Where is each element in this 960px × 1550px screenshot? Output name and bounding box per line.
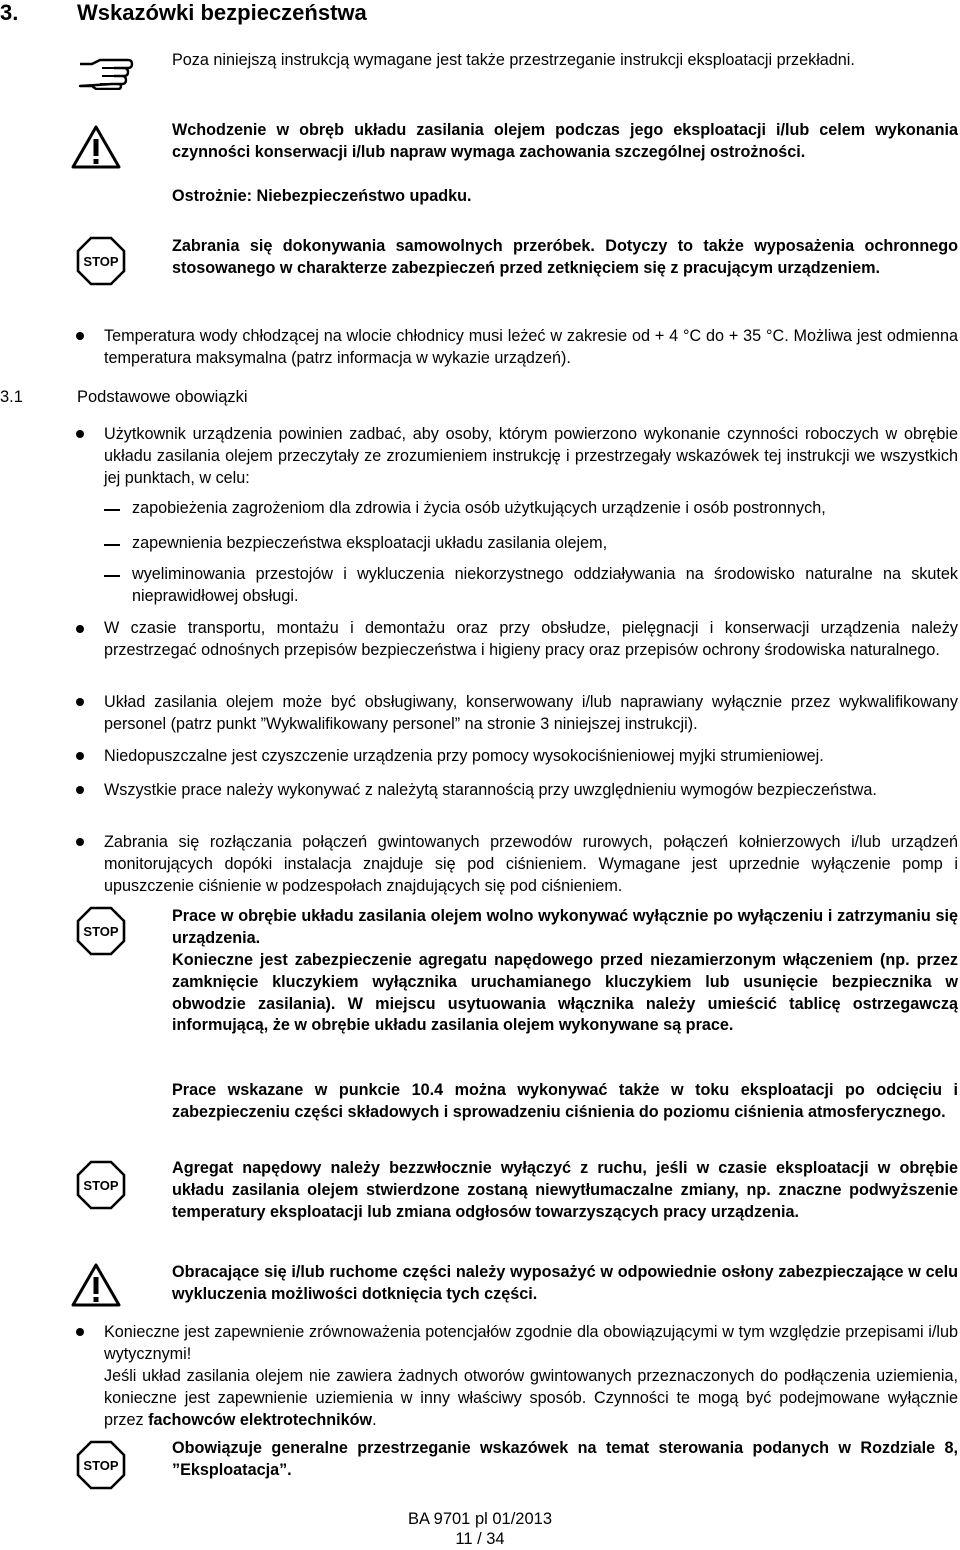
chapter-title: Wskazówki bezpieczeństwa	[77, 0, 367, 25]
grounding-text: Jeśli układ zasilania olejem nie zawiera żadnych otworów gwintowanych przeznaczonych do podłączenia uziemienia, konieczne jest zapewnienie uziemienia w inny właściwy sposób. Czynności te mogą być podejmowane wyłącznie przez fachowców elektrotechników.	[104, 1367, 958, 1429]
bullet-dot	[76, 838, 84, 846]
note-text: Poza niniejszą instrukcją wymagane jest także przestrzeganie instrukcji eksploatacji przekładni.	[172, 51, 855, 69]
warning-triangle-icon	[70, 124, 122, 170]
warning-fall-text: Ostrożnie: Niebezpieczeństwo upadku.	[172, 187, 472, 205]
bullet-dot	[76, 752, 84, 760]
warning-text: Wchodzenie w obręb układu zasilania olejem podczas jego eksploatacji i/lub celem wykonania czynności konserwacji i/lub napraw wymaga zachowania szczególnej ostrożności.	[172, 121, 958, 161]
pointing-hand-icon	[78, 58, 134, 90]
page-number: 11 / 34	[455, 1530, 505, 1548]
stop-sign-icon	[76, 1440, 126, 1490]
bullet-dot	[76, 786, 84, 794]
dash-marker	[104, 509, 120, 511]
document-id: BA 9701 pl 01/2013	[407, 1510, 553, 1528]
stop-sign-icon	[76, 1160, 126, 1210]
warning-triangle-icon	[70, 1262, 122, 1308]
stop-shutdown-text: Prace w obrębie układu zasilania olejem wolno wykonywać wyłącznie po wyłączeniu i zatrzymaniu się urządzenia.	[172, 907, 958, 947]
stop-sign-icon	[76, 906, 126, 956]
dash-item: zapewnienia bezpieczeństwa eksploatacji układu zasilania olejem,	[132, 534, 608, 552]
equipotential-text: Konieczne jest zapewnienie zrównoważenia potencjałów zgodnie dla obowiązującymi w tym względzie przepisami i/lub wytycznymi!	[104, 1323, 958, 1363]
bullet-item: Układ zasilania olejem może być obsługiwany, konserwowany i/lub naprawiany wyłącznie przez wykwalifikowany personel (patrz punkt ”Wykwalifikowany personel” na stronie 3 niniejszej instrukcji).	[104, 693, 958, 733]
electricians-emphasis: fachowców elektrotechników	[148, 1410, 373, 1429]
bullet-dot	[76, 1328, 84, 1336]
bullet-item: Wszystkie prace należy wykonywać z należytą starannością przy uwzględnieniu wymogów bezpieczeństwa.	[104, 781, 877, 799]
chapter-number: 3.	[0, 0, 19, 25]
bullet-item: Zabrania się rozłączania połączeń gwintowanych przewodów rurowych, połączeń kołnierzowych i/lub urządzeń monitorujących dopóki instalacja znajduje się pod ciśnieniem. Wymagane jest uprzednie wyłączenie pomp i upuszczenie ciśnienie w podzespołach znajdujących się pod ciśnieniem.	[104, 833, 958, 895]
section-number: 3.1	[0, 388, 23, 406]
svg-text:STOP: STOP	[83, 924, 119, 939]
bullet-dot	[76, 332, 84, 340]
warning-rotating-parts-text: Obracające się i/lub ruchome części należy wyposażyć w odpowiednie osłony zabezpieczające w celu wykluczenia możliwości dotknięcia tych części.	[172, 1263, 958, 1303]
dash-marker	[104, 544, 120, 546]
svg-text:STOP: STOP	[83, 1458, 119, 1473]
bullet-item: W czasie transportu, montażu i demontażu oraz przy obsłudze, pielęgnacji i konserwacji urządzenia należy przestrzegać odnośnych przepisów bezpieczeństwa i higieny pracy oraz przepisów ochrony środowiska naturalnego.	[104, 619, 958, 659]
svg-text:STOP: STOP	[83, 1178, 119, 1193]
section-title: Podstawowe obowiązki	[77, 388, 248, 406]
temperature-text: Temperatura wody chłodzącej na wlocie chłodnicy musi leżeć w zakresie od + 4 °C do + 35 °C. Możliwa jest odmienna temperatura maksymalna (patrz informacja w wykazie urządzeń).	[104, 327, 958, 367]
bullet-dot	[76, 625, 84, 633]
dash-marker	[104, 575, 120, 577]
stop-sign-icon	[76, 236, 126, 286]
stop-anomaly-text: Agregat napędowy należy bezzwłocznie wyłączyć z ruchu, jeśli w czasie eksploatacji w obrębie układu zasilania olejem stwierdzone zostaną niewytłumaczalne zmiany, np. znaczne podwyższenie temperatury eksploatacji lub zmiana odgłosów towarzyszących pracy urządzenia.	[172, 1159, 958, 1221]
bullet-dot	[76, 430, 84, 438]
user-responsibility-text: Użytkownik urządzenia powinien zadbać, aby osoby, którym powierzono wykonanie czynności roboczych w obrębie układu zasilania olejem przeczytały ze zrozumieniem instrukcję i przestrzegały wskazówek tej instrukcji we wszystkich jej punktach, w celu:	[104, 425, 958, 487]
bullet-dot	[76, 698, 84, 706]
bullet-item: Niedopuszczalne jest czyszczenie urządzenia przy pomocy wysokociśnieniowej myjki strumieniowej.	[104, 747, 824, 765]
stop-lockout-text: Konieczne jest zabezpieczenie agregatu napędowego przed niezamierzonym włączeniem (np. przez zamknięcie kluczykiem wyłącznika uruchamianego kluczykiem lub usunięcie bezpiecznika w obwodzie zasilania). W miejscu usytuowania włącznika należy umieścić tablicę ostrzegawczą informującą, że w obrębie układu zasilania olejem wykonywane są prace.	[172, 951, 958, 1035]
dash-item: zapobieżenia zagrożeniom dla zdrowia i życia osób użytkujących urządzenie i osób postronnych,	[132, 499, 826, 517]
dash-item: wyeliminowania przestojów i wykluczenia niekorzystnego oddziaływania na środowisko naturalne na skutek nieprawidłowej obsługi.	[132, 565, 958, 605]
svg-text:STOP: STOP	[83, 254, 119, 269]
stop-control-text: Obowiązuje generalne przestrzeganie wskazówek na temat sterowania podanych w Rozdziale 8, ”Eksploatacja”.	[172, 1439, 958, 1479]
stop-modification-text: Zabrania się dokonywania samowolnych przeróbek. Dotyczy to także wyposażenia ochronnego stosowanego w charakterze zabezpieczeń przed zetknięciem się z pracującym urządzeniem.	[172, 237, 958, 277]
stop-operation-text: Prace wskazane w punkcie 10.4 można wykonywać także w toku eksploatacji po odcięciu i zabezpieczeniu części składowych i sprowadzeniu ciśnienia do poziomu ciśnienia atmosferycznego.	[172, 1081, 958, 1121]
